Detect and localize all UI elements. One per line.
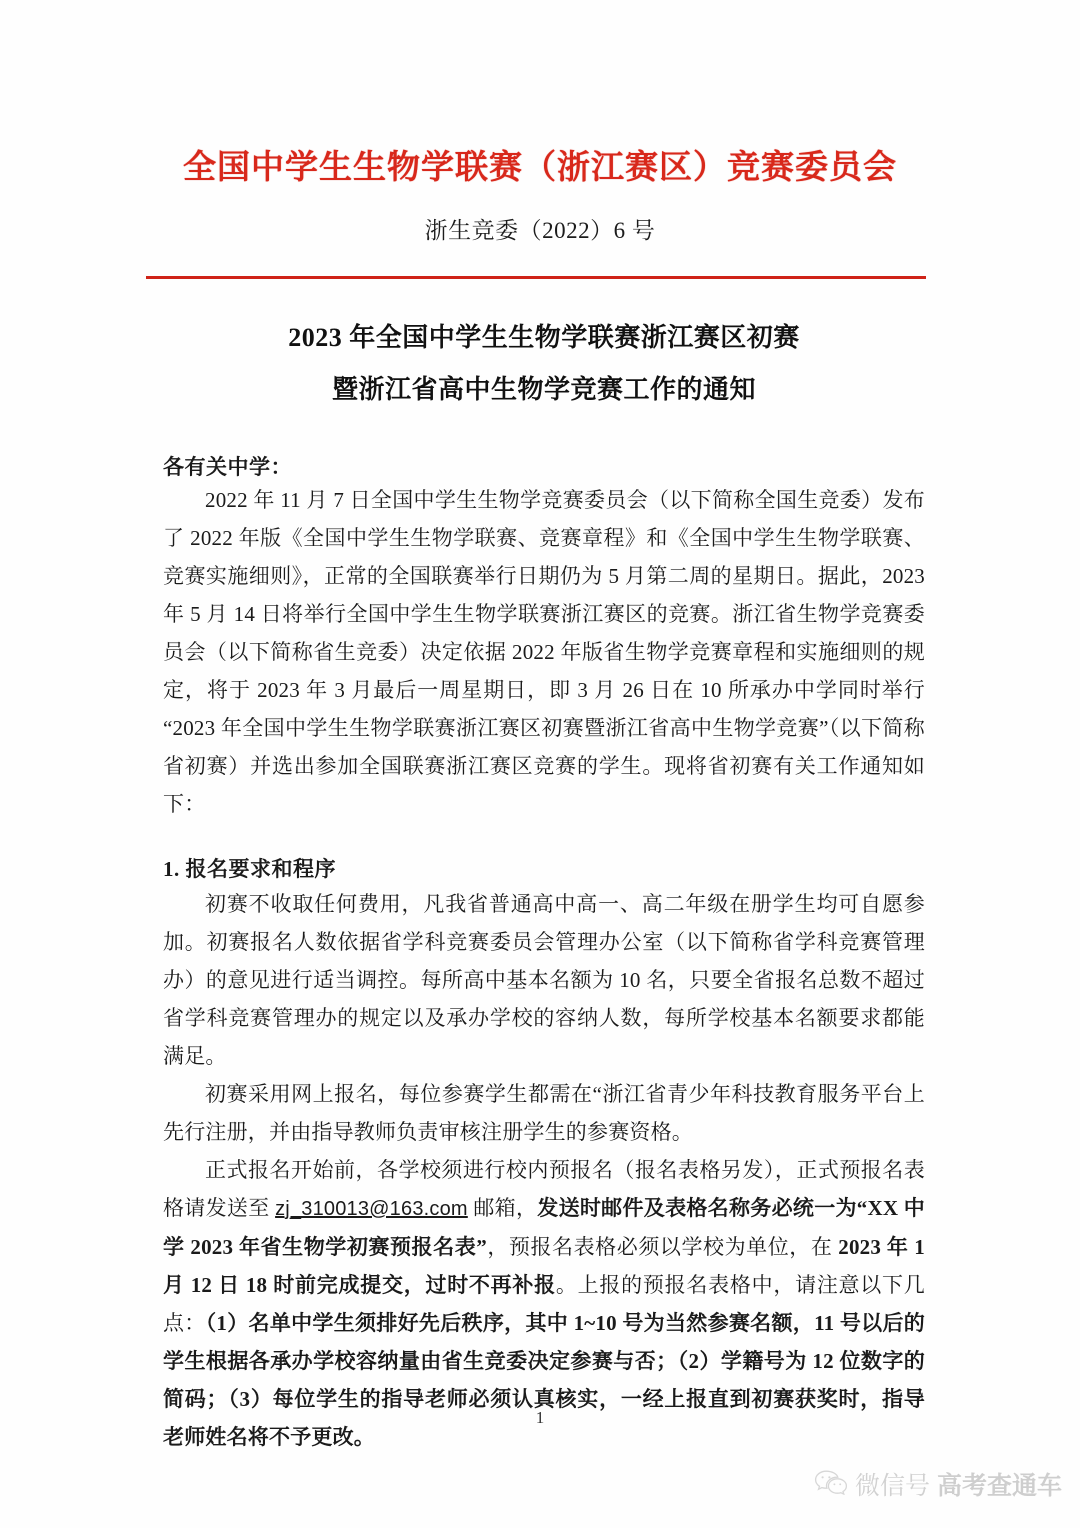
red-divider-rule	[146, 276, 926, 279]
masthead-title: 全国中学生生物学联赛（浙江赛区）竞赛委员会	[183, 148, 897, 185]
registration-bold-deadline: 2023 年 1 月 12 日 18 时前完成提交，过时不再补报	[163, 1235, 925, 1297]
registration-bold-notes: （1）名单中学生须排好先后秩序，其中 1~10 号为当然参赛名额，11 号以后的学生根据各承办学校容纳量由省生竞委决定参赛与否；（2）学籍号为 12 位数字的简码；（3）每位学生的指导老师必须认真核实，一经上报直到初赛获奖时，指导老师姓名将不予更改。	[163, 1311, 925, 1449]
section-1-paragraph-1: 初赛不收取任何费用，凡我省普通高中高一、高二年级在册学生均可自愿参加。初赛报名人数依据省学科竞赛委员会管理办公室（以下简称省学科竞赛管理办）的意见进行适当调控。每所高中基本名额为 10 名，只要全省报名总数不超过省学科竞赛管理办的规定以及承办学校的容纳人数，每所学校基本名额要求都能满足。	[163, 892, 925, 1068]
section-1-heading: 1. 报名要求和程序	[163, 857, 336, 881]
registration-text-unit: ，预报名表格必须以学校为单位，在	[486, 1235, 839, 1259]
watermark-label: 微信号	[854, 1472, 930, 1500]
page-title-line-2: 暨浙江省高中生物学竞赛工作的通知	[331, 375, 756, 404]
contact-email-link[interactable]: zj_310013@163.com	[275, 1198, 468, 1220]
section-1-paragraph-2: 初赛采用网上报名，每位参赛学生都需在“浙江省青少年科技教育服务平台上先行注册，并由指导教师负责审核注册学生的参赛资格。	[163, 1082, 925, 1144]
registration-text-mailbox: 邮箱，	[467, 1196, 538, 1220]
page-title	[163, 325, 925, 403]
page-title-line-1: 2023 年全国中学生生物学联赛浙江赛区初赛	[288, 323, 800, 352]
wechat-icon	[814, 1469, 848, 1500]
intro-paragraph: 2022 年 11 月 7 日全国中学生生物学竞赛委员会（以下简称全国生竞委）发布了 2022 年版《全国中学生生物学联赛、竞赛章程》和《全国中学生生物学联赛、竞赛实施细则》，正常的全国联赛举行日期仍为 5 月第二周的星期日。据此，2023 年 5 月 14 日将举行全国中学生生物学联赛浙江赛区的竞赛。浙江省生物学竞赛委员会（以下简称省生竞委）决定依据 2022 年版省生物学竞赛章程和实施细则的规定，将于 2023 年 3 月最后一周星期日，即 3 月 26 日在 10 所承办中学同时举行“2023 年全国中学生生物学联赛浙江赛区初赛暨浙江省高中生物学竞赛”（以下简称省初赛）并选出参加全国联赛浙江赛区竞赛的学生。现将省初赛有关工作通知如下：	[163, 488, 925, 816]
masthead	[0, 148, 1080, 245]
registration-text-lead: 正式报名开始前，各学校须进行校内预报名（报名表格另发），正式预报名表格请发送至	[163, 1158, 925, 1220]
salutation: 各有关中学：	[163, 455, 292, 479]
watermark-account-name: 高考查通车	[936, 1472, 1062, 1500]
watermark	[814, 1466, 1062, 1502]
registration-text-notes-lead: 。上报的预报名表格中，请注意以下几点：	[163, 1273, 925, 1335]
registration-bold-naming-rule: 发送时邮件及表格名称务必统一为“XX 中学 2023 年省生物学初赛预报名表”	[163, 1196, 925, 1259]
page-number: 1	[535, 1408, 545, 1427]
document-body	[163, 325, 925, 1456]
document-number: 浙生竞委（2022）6 号	[424, 217, 656, 243]
